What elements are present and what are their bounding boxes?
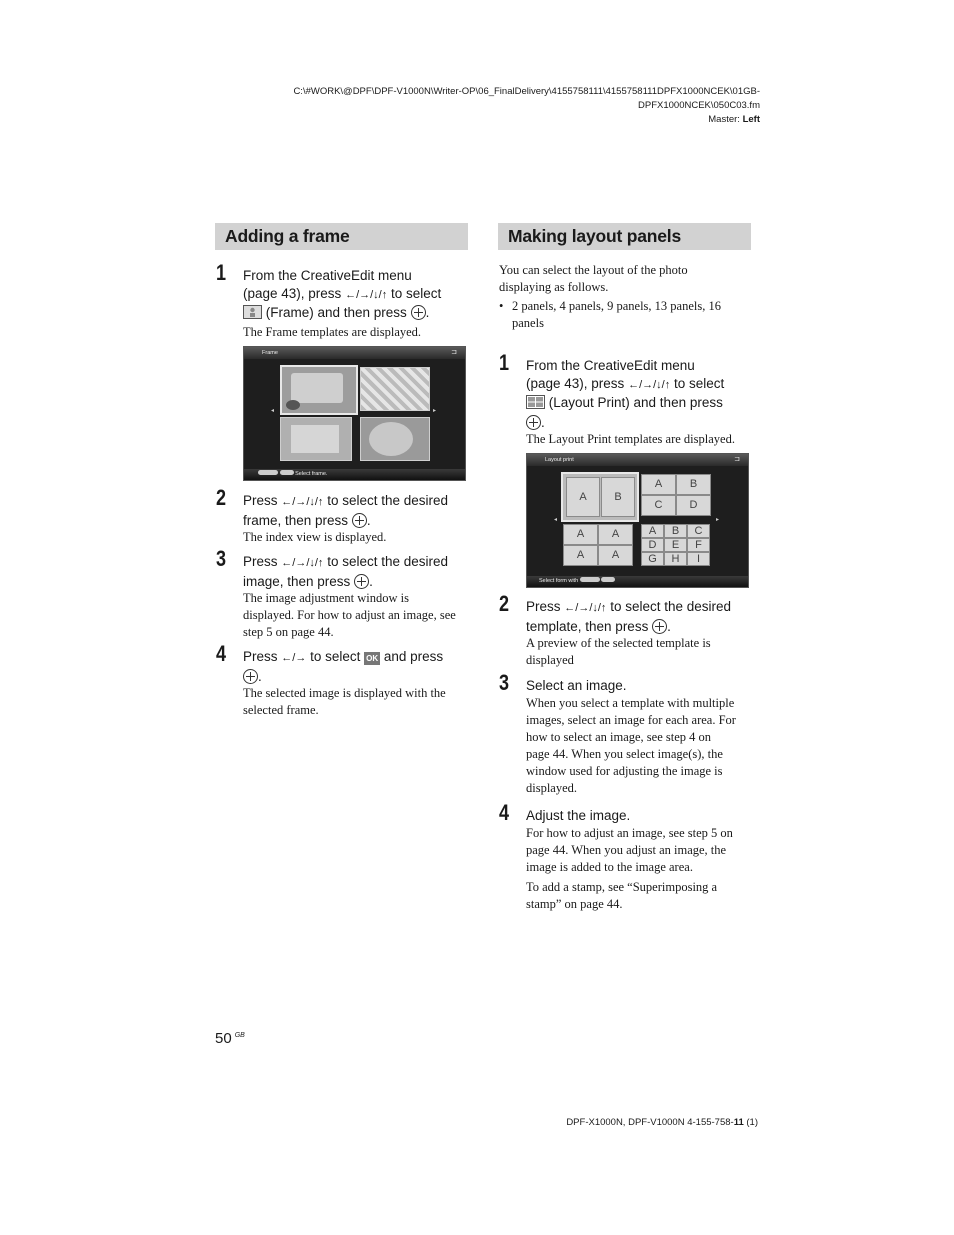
section-title: Adding a frame [225,226,350,246]
step-text: template, then press . [526,618,671,634]
file-path-line2: DPFX1000NCEK\050C03.fm [638,100,760,111]
step-number: 2 [499,591,510,616]
panel-cell: A [566,477,600,517]
step-text: Press ←/→/↓/↑ to select the desired [243,554,449,569]
panel-cell: C [687,524,710,538]
file-path-header [293,85,760,127]
step-note: displayed. [526,780,578,795]
step-text: (Frame) and then press . [243,304,473,324]
left-step1 [243,267,473,341]
right-step1 [526,357,756,448]
step-note: step 5 on page 44. [243,625,334,639]
arrow-keys-icon [258,470,278,475]
panel-cell: A [598,524,633,545]
step-number: 3 [499,670,510,695]
step-note: image is added to the image area. [526,859,693,874]
frame-thumbnail-1[interactable] [280,365,358,415]
back-icon: ⊐ [451,349,457,356]
ok-icon: OK [366,654,379,663]
scroll-left-icon[interactable]: ◂ [554,517,558,523]
step-text: Press ←/→ to select OK and press [243,649,444,664]
step-number: 4 [216,641,227,666]
language-code: GB [234,1032,245,1039]
screen-title: Frame [262,350,278,356]
section-heading-adding-frame [215,223,468,250]
frame-thumbnail-2[interactable] [360,367,430,411]
right-intro [499,262,754,332]
enter-key-icon [601,577,615,582]
step-text: frame, then press . [243,512,371,528]
left-step3 [243,553,473,641]
scroll-right-icon[interactable]: ▸ [716,517,720,523]
step-text: (Layout Print) and then press [526,394,756,414]
panel-cell: C [641,495,676,516]
step-note: For how to adjust an image, see step 5 on [526,825,733,840]
panel-cell: A [598,545,633,566]
panel-cell: H [664,552,687,566]
step-note: The Layout Print templates are displayed. [526,432,735,446]
arrow-keys-icon [580,577,600,582]
master-value: Left [742,114,760,125]
template-9-panels[interactable] [641,524,711,566]
step-note: window used for adjusting the image is [526,763,723,778]
master-label: Master: [708,114,743,125]
step-text: Adjust the image. [526,808,631,823]
frame-template-screen [243,346,466,481]
step-number: 1 [499,350,510,375]
step-text: From the CreativeEdit menu [526,358,695,373]
step-note: page 44. When you adjust an image, the [526,842,727,857]
step-text: (page 43), press ←/→/↓/↑ to select [243,285,442,301]
step-text: Press ←/→/↓/↑ to select the desired [526,599,732,614]
enter-key-icon [280,470,294,475]
step-note: how to select an image, see step 4 on [526,729,712,744]
template-4-panels[interactable] [641,474,711,516]
model-footer: DPF-X1000N, DPF-V1000N 4-155-758-11 (1) [566,1117,758,1128]
page-number: 50 $^{GB}$ [215,1030,245,1047]
step-text: image, then press . [243,573,373,589]
panel-cell: D [676,495,711,516]
arrow-keys-icon: ←/→ [281,652,307,664]
panel-cell: B [601,477,635,517]
right-step4 [526,807,756,913]
back-icon: ⊐ [734,456,740,463]
panel-cell: B [676,474,711,495]
panel-cell: A [641,524,664,538]
panel-cell: E [664,538,687,552]
right-step3 [526,677,756,797]
panel-cell: G [641,552,664,566]
section-title: Making layout panels [508,226,681,246]
left-step2 [243,492,473,546]
step-number: 3 [216,546,227,571]
bullet-item: • 2 panels, 4 panels, 9 panels, 13 panels, 16 panels [499,299,721,330]
step-number: 1 [216,260,227,285]
frame-thumbnail-4[interactable] [360,417,430,461]
step-note: page 44. When you select image(s), the [526,746,723,761]
arrow-keys-icon: ←/→/↓/↑ [564,602,607,614]
panel-cell: A [563,524,598,545]
right-step2 [526,598,756,669]
step-note: When you select a template with multiple [526,695,735,710]
arrow-keys-icon: ←/→/↓/↑ [281,557,324,569]
section-heading-layout-panels [498,223,751,250]
intro-text: You can select the layout of the photo [499,263,688,277]
panel-cell: F [687,538,710,552]
screen-status-bar [527,576,748,587]
scroll-left-icon[interactable]: ◂ [271,408,275,414]
step-text: From the CreativeEdit menu [243,268,412,283]
panel-cell: B [664,524,687,538]
template-4-same[interactable] [563,524,633,566]
screen-status-bar [244,469,465,480]
step-number: 2 [216,485,227,510]
left-step4 [243,648,473,719]
panel-cell: A [641,474,676,495]
screen-title-bar [244,347,465,359]
scroll-right-icon[interactable]: ▸ [433,408,437,414]
step-note: images, select an image for each area. For [526,712,736,727]
enter-button-icon [354,574,369,589]
arrow-keys-icon: ←/→/↓/↑ [281,496,324,508]
enter-button-icon [352,513,367,528]
enter-button-icon [243,669,258,684]
screen-hint: Select frame. [295,471,328,477]
step-note: A preview of the selected template is [526,636,711,650]
step-note: The Frame templates are displayed. [243,324,422,339]
step-text: (page 43), press ←/→/↓/↑ to select [526,375,725,391]
screen-hint: Select form with [539,578,579,584]
step-note: The image adjustment window is [243,591,409,605]
panel-cell: I [687,552,710,566]
master-line [293,113,760,127]
step-text: Select an image. [526,678,627,693]
arrow-keys-icon: ←/→/↓/↑ [628,378,671,391]
step-note: displayed [526,653,574,667]
step-note: The index view is displayed. [243,530,387,544]
enter-button-icon [411,305,426,320]
intro-text: displaying as follows. [499,280,609,294]
step-text: . [243,668,473,686]
file-path-line1: C:\#WORK\@DPF\DPF-V1000N\Writer-OP\06_FinalDelivery\4155758111\4155758111DPFX1000NCEK\01GB- [293,86,760,97]
step-text: Press ←/→/↓/↑ to select the desired [243,493,449,508]
panel-cell: D [641,538,664,552]
frame-icon [243,305,262,324]
screen-title: Layout print [545,457,574,463]
step-note: selected frame. [243,703,319,717]
template-2-panels[interactable] [561,472,639,522]
enter-button-icon [652,619,667,634]
layout-print-icon [526,395,545,414]
step-note: displayed. For how to adjust an image, see [243,608,456,622]
enter-button-icon [526,415,541,430]
step-text: . [526,414,756,432]
step-number: 4 [499,800,510,825]
screen-title-bar [527,454,748,466]
arrow-keys-icon: ←/→/↓/↑ [345,288,388,301]
panel-cell: A [563,545,598,566]
frame-thumbnail-3[interactable] [280,417,352,461]
layout-template-screen [526,453,749,588]
step-note: To add a stamp, see “Superimposing a [526,879,718,894]
step-note: stamp” on page 44. [526,896,623,911]
step-note: The selected image is displayed with the [243,686,446,700]
